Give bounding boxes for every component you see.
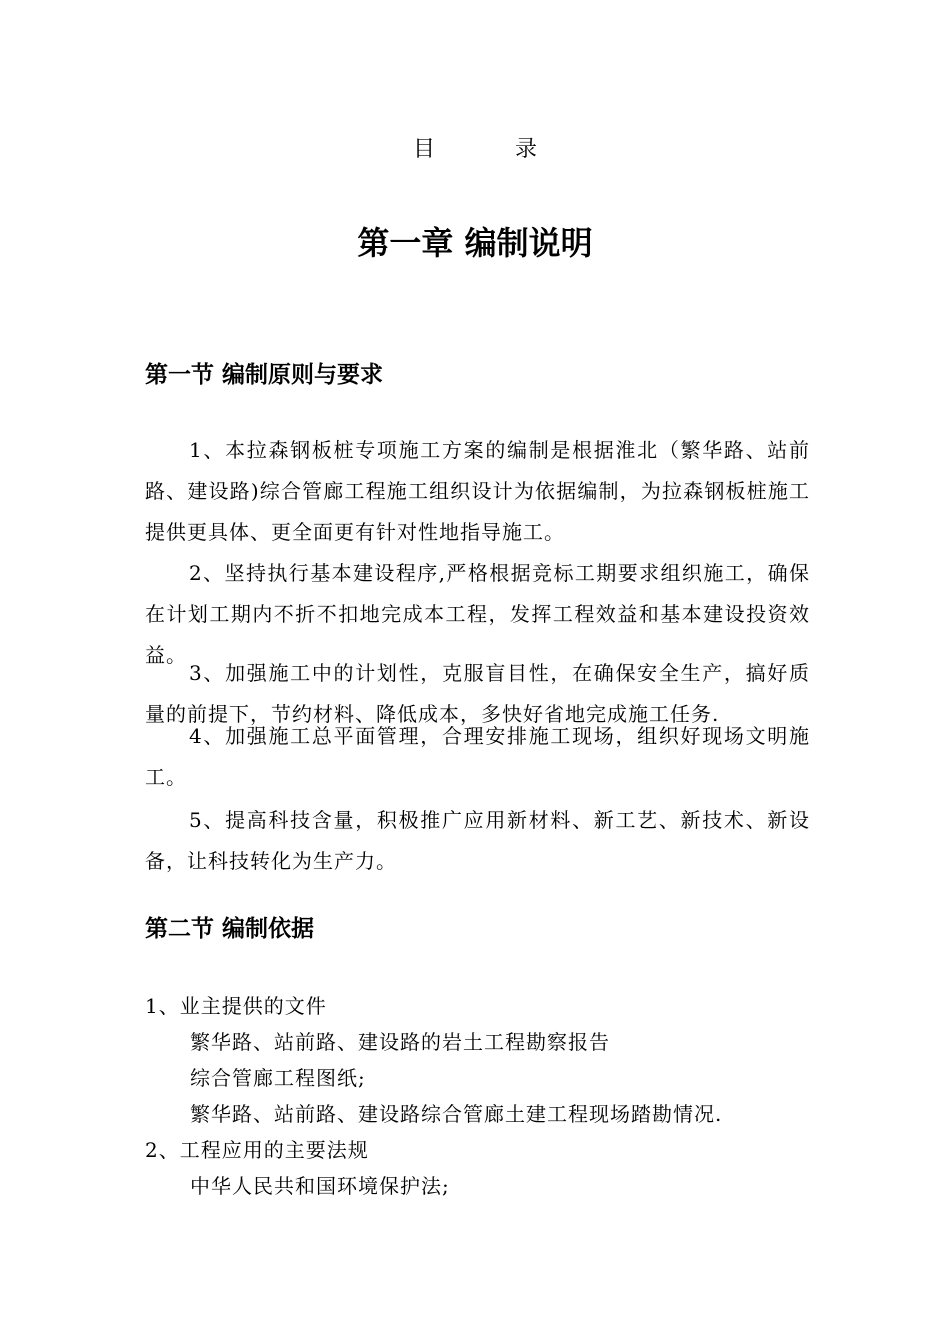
toc-title [0,132,950,163]
paragraph-4: 4、加强施工总平面管理，合理安排施工现场，组织好现场文明施工。 [145,724,810,789]
paragraph-2: 2、坚持执行基本建设程序,严格根据竞标工期要求组织施工，确保在计划工期内不折不扣地完成本工程，发挥工程效益和基本建设投资效益。 [145,561,810,667]
list-line: 繁华路、站前路、建设路综合管廊土建工程现场踏勘情况. [190,1102,723,1126]
section-title-1: 第一节 编制原则与要求 [145,362,384,388]
toc-title-char-1: 目 [412,137,435,162]
chapter-title: 第一章 编制说明 [357,224,593,262]
list-heading-2: 2、工程应用的主要法规 [145,1138,369,1162]
paragraph-5: 5、提高科技含量，积极推广应用新材料、新工艺、新技术、新设备，让科技转化为生产力。 [145,808,810,873]
list-line: 繁华路、站前路、建设路的岩土工程勘察报告 [190,1030,610,1054]
toc-title-char-2: 录 [515,137,538,162]
paragraph-1: 1、本拉森钢板桩专项施工方案的编制是根据淮北（繁华路、站前路、建设路)综合管廊工程施工组织设计为依据编制，为拉森钢板桩施工提供更具体、更全面更有针对性地指导施工。 [145,438,810,544]
list-heading-1: 1、业主提供的文件 [145,994,327,1018]
paragraph-3: 3、加强施工中的计划性，克服盲目性，在确保安全生产，搞好质量的前提下，节约材料、降低成本，多快好省地完成施工任务. [145,661,810,726]
list-line: 中华人民共和国环境保护法; [190,1174,450,1198]
list-line: 综合管廊工程图纸; [190,1066,366,1090]
section-title-2: 第二节 编制依据 [145,916,315,942]
